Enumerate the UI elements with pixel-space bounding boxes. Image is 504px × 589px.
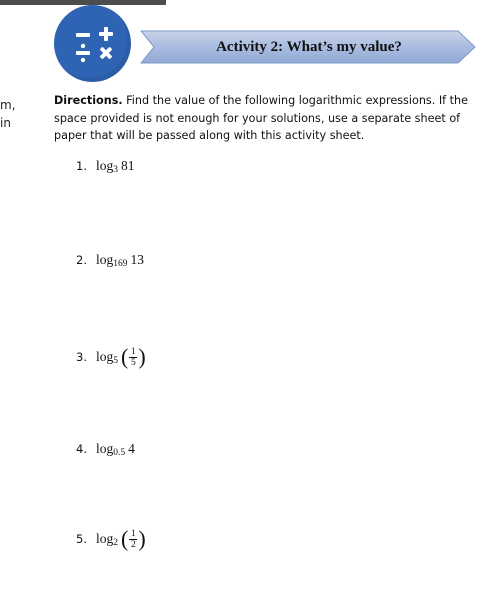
problem-number: 5. <box>76 532 87 546</box>
log-base: 169 <box>113 259 128 269</box>
problem-number: 4. <box>76 442 87 456</box>
cut-text-fragment: in <box>0 116 11 130</box>
log-base: 2 <box>113 538 119 548</box>
directions-text: Find the value of the following logarithmic expressions. If the space provided is not enough for your solutions, use a separate sheet of paper that will be passed along with this activity sheet. <box>54 94 469 142</box>
problem-item <box>76 346 146 368</box>
fraction-argument: ( 1 2 ) <box>121 526 146 551</box>
log-function: log <box>96 531 114 546</box>
problem-number: 1. <box>76 159 87 173</box>
fraction-denominator: 2 <box>130 539 136 550</box>
problem-item <box>76 252 144 268</box>
log-base: 0.5 <box>113 448 126 458</box>
math-operations-icon <box>54 5 131 82</box>
log-function: log <box>96 252 114 267</box>
problem-number: 3. <box>76 350 87 364</box>
cut-text-fragment: m, <box>0 98 16 112</box>
log-function: log <box>96 349 114 364</box>
directions-label: Directions. <box>54 94 123 107</box>
log-argument: 4 <box>128 441 135 456</box>
log-argument: 13 <box>130 252 145 267</box>
problem-item <box>76 158 135 174</box>
problem-item <box>76 528 146 550</box>
log-function: log <box>96 158 114 173</box>
problem-number: 2. <box>76 253 87 267</box>
fraction-argument: ( 1 5 ) <box>121 344 146 369</box>
log-base: 5 <box>113 356 119 366</box>
fraction-denominator: 5 <box>130 357 136 368</box>
log-argument: 81 <box>121 158 135 173</box>
log-function: log <box>96 441 114 456</box>
log-base: 3 <box>113 165 119 175</box>
fraction-numerator: 1 <box>130 528 136 539</box>
activity-title: Activity 2: What’s my value? <box>216 39 402 55</box>
fraction-numerator: 1 <box>130 346 136 357</box>
directions-paragraph <box>54 92 494 145</box>
problem-item <box>76 441 135 457</box>
